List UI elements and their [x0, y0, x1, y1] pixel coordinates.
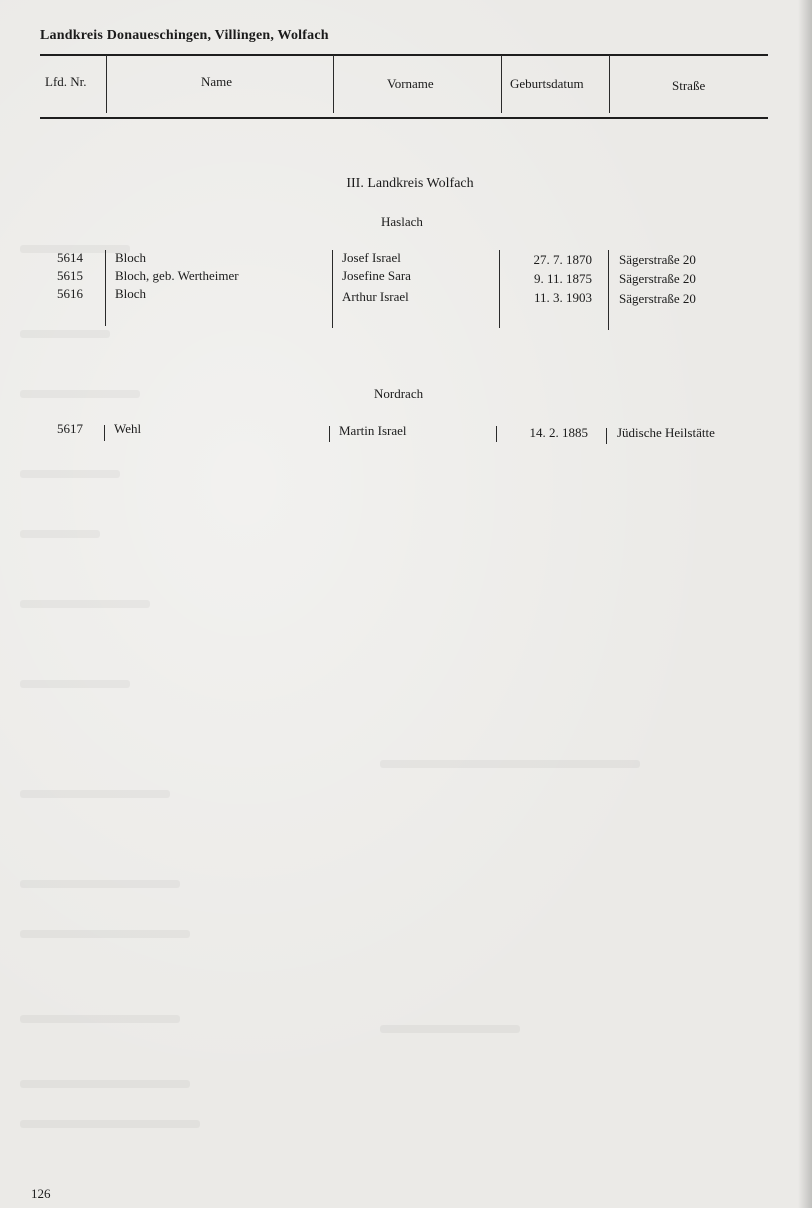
entry-name: Bloch, geb. Wertheimer: [115, 268, 239, 283]
bleed-through-mark: [20, 600, 150, 608]
bleed-through-mark: [20, 1080, 190, 1088]
entry-geburtsdatum: 27. 7. 1870: [533, 252, 592, 267]
entry-name: Bloch: [115, 286, 147, 301]
column-separator: [104, 425, 105, 441]
header-top-rule: [40, 54, 768, 56]
column-header-name: Name: [201, 74, 233, 89]
column-separator: [105, 250, 106, 326]
column-header-vorname: Vorname: [387, 76, 434, 91]
bleed-through-mark: [20, 1120, 200, 1128]
bleed-through-mark: [20, 680, 130, 688]
bleed-through-mark: [20, 470, 120, 478]
entry-number: 5616: [57, 286, 83, 301]
entry-vorname: Martin Israel: [339, 423, 407, 438]
bleed-through-mark: [20, 390, 140, 398]
column-separator: [501, 55, 502, 113]
section-title: III. Landkreis Wolfach: [346, 176, 474, 191]
entry-geburtsdatum: 11. 3. 1903: [533, 290, 592, 305]
column-header-geburtsdatum: Geburtsdatum: [510, 76, 584, 91]
entry-strasse: Sägerstraße 20: [619, 291, 696, 306]
entry-vorname: Josef Israel: [342, 250, 401, 265]
column-header-strasse: Straße: [672, 78, 706, 93]
bleed-through-mark: [20, 1015, 180, 1023]
entry-geburtsdatum: 9. 11. 1875: [533, 271, 592, 286]
place-heading: Nordrach: [374, 386, 424, 401]
entry-strasse: Sägerstraße 20: [619, 271, 696, 286]
place-heading: Haslach: [381, 214, 423, 229]
page-number: 126: [31, 1186, 51, 1201]
entry-geburtsdatum: 14. 2. 1885: [529, 425, 588, 440]
bleed-through-mark: [20, 530, 100, 538]
entry-strasse: Jüdische Heilstätte: [617, 425, 715, 440]
entry-name: Wehl: [114, 421, 142, 436]
column-header-lfd-nr: Lfd. Nr.: [45, 74, 87, 89]
entry-number: 5615: [57, 268, 83, 283]
bleed-through-mark: [20, 790, 170, 798]
column-separator: [106, 55, 107, 113]
header-bottom-rule: [40, 117, 768, 119]
bleed-through-mark: [380, 760, 640, 768]
entry-vorname: Josefine Sara: [342, 268, 411, 283]
page-header-title: Landkreis Donaueschingen, Villingen, Wolfach: [40, 28, 329, 43]
column-separator: [609, 55, 610, 113]
bleed-through-mark: [20, 330, 110, 338]
page-edge-shadow: [798, 0, 812, 1208]
column-separator: [329, 426, 330, 442]
entry-name: Bloch: [115, 250, 147, 265]
entry-number: 5617: [57, 421, 83, 436]
bleed-through-mark: [20, 880, 180, 888]
column-separator: [333, 55, 334, 113]
entry-vorname: Arthur Israel: [342, 289, 409, 304]
bleed-through-mark: [380, 1025, 520, 1033]
column-separator: [332, 250, 333, 328]
bleed-through-mark: [20, 930, 190, 938]
column-separator: [606, 428, 607, 444]
column-separator: [608, 250, 609, 330]
entry-number: 5614: [57, 250, 83, 265]
entry-strasse: Sägerstraße 20: [619, 252, 696, 267]
